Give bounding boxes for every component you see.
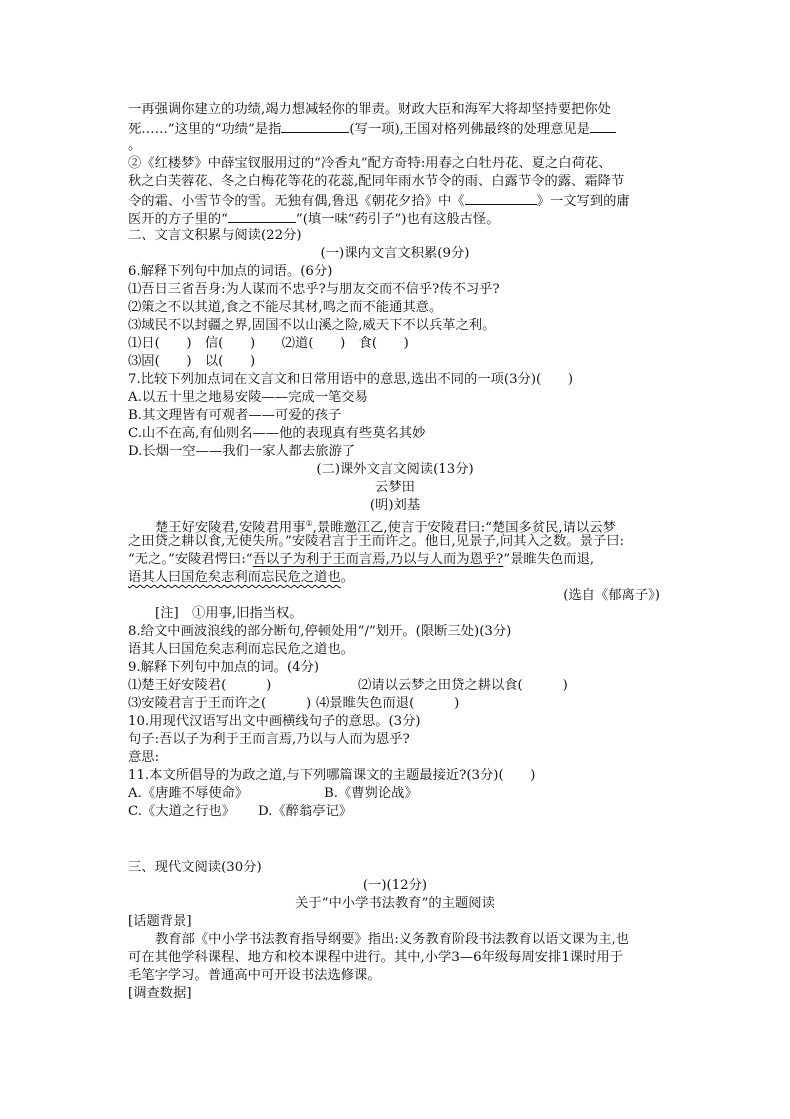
topic-paragraph [128, 949, 623, 967]
subsection-title [0, 877, 790, 895]
option-d[interactable] [128, 443, 355, 461]
text: [话题背景] [128, 914, 192, 929]
text: 二、文言文积累与阅读(22分) [128, 228, 302, 243]
text: 楚王好安陵君,安陵君用事 [155, 520, 306, 536]
text: 之田贷之耕以食,无使失所。”安陵君言于王而许之。他日,见景子,问其入之数。景子曰: [128, 534, 624, 549]
text: 语其人曰国危矣志利而忘民危之道也。 [128, 642, 355, 657]
text: 7.比较下列加点词在文言文和日常用语中的意思,选出不同的一项(3分)( ) [128, 372, 574, 387]
answer-blank[interactable] [228, 209, 296, 223]
topic-paragraph [128, 967, 381, 985]
option-a[interactable] [128, 389, 368, 407]
text: C.山不在高,有仙则名——他的表现真有些莫名其妙 [128, 426, 426, 441]
article-title [0, 479, 790, 497]
text: ”(填一味“药引子”)也有这般古怪。 [295, 212, 500, 227]
question-6-answers[interactable] [128, 335, 409, 353]
text: 》一文写到的庸 [536, 194, 630, 209]
article-paragraph [128, 551, 594, 569]
question-9-items[interactable] [128, 695, 459, 713]
question-10 [128, 713, 421, 731]
question-9-items[interactable] [128, 677, 568, 695]
text: [调查数据] [128, 986, 192, 1001]
text: (明)刘基 [369, 498, 421, 513]
question-10-sentence [128, 731, 410, 749]
text: ⑶安陵君言于王而许之( ) [128, 696, 312, 711]
question-9 [128, 659, 319, 677]
footnote-marker: ① [305, 519, 313, 528]
text: ⑵请以云梦之田贷之耕以食( ) [358, 678, 568, 693]
text: 一再强调你建立的功绩,竭力想减轻你的罪责。财政大臣和海军大将却坚持要把你处 [128, 102, 611, 117]
text: ”景睢失色而退, [503, 552, 595, 567]
text: ⑶域民不以封疆之界,固国不以山溪之险,威天下不以兵革之利。 [128, 318, 496, 333]
text: ,景睢邀江乙,使言于安陵君曰:“楚国多贫民,请以云梦 [312, 520, 616, 536]
text-line [128, 155, 611, 173]
text: 句子:吾以子为利于王而言焉,乃以与人而为恩乎? [128, 732, 410, 747]
question-6-item [128, 281, 500, 299]
question-6-item [128, 317, 495, 335]
text: 医开的方子里的“ [128, 212, 228, 227]
article-paragraph [128, 533, 624, 551]
text: ⑷景睢失色而退( ) [316, 696, 460, 711]
text: 6.解释下列句中加点的词语。(6分) [128, 264, 333, 279]
question-11 [128, 767, 535, 785]
article-paragraph [128, 569, 354, 587]
text: 死……”这里的“功绩”是指 [128, 122, 282, 137]
question-10-meaning[interactable] [128, 749, 159, 767]
text: 11.本文所倡导的为政之道,与下列哪篇课文的主题最接近?(3分)( ) [128, 768, 536, 783]
text-line [128, 119, 616, 139]
text: 9.解释下列句中加点的词。(4分) [128, 660, 320, 675]
text: “无之。”安陵君愕曰:“ [128, 552, 253, 567]
text: 秋之白芙蓉花、冬之白梅花等花的花蕊,配同年雨水节令的雨、白露节令的露、霜降节 [128, 174, 625, 189]
question-7 [128, 371, 573, 389]
option-c[interactable] [128, 425, 425, 443]
option-d[interactable]: D.《醉翁亭记》 [258, 804, 353, 819]
text: 。 [128, 138, 142, 153]
text: ⑴吾日三省吾身:为人谋而不忠乎?与朋友交而不信乎?传不习乎? [128, 282, 500, 297]
text: 意思: [128, 750, 160, 765]
question-8-text[interactable] [128, 641, 354, 659]
option-c[interactable]: C.《大道之行也》 [128, 804, 236, 819]
text: 可在其他学科课程、地方和校本课程中进行。其中,小学3—6年级每周安排1课时用于 [128, 950, 623, 965]
section-title [128, 227, 302, 245]
text-line [128, 191, 630, 211]
text: 教育部《中小学书法教育指导纲要》指出:义务教育阶段书法教育以语文课为主,也 [155, 932, 630, 947]
text: D.长烟一空——我们一家人都去旅游了 [128, 444, 356, 459]
text-line [128, 101, 611, 119]
text: (一)课内文言文积累(9分) [320, 246, 470, 261]
underlined-sentence: 吾以子为利于王而言焉,乃以与人而为恩乎? [252, 552, 504, 567]
subsection-title [0, 461, 790, 479]
text: ⑴楚王好安陵君( ) [128, 678, 272, 693]
question-11-options[interactable] [128, 785, 418, 803]
text: (二)课外文言文阅读(13分) [316, 462, 474, 477]
text: ⑵策之不以其道,食之不能尽其材,鸣之而不能通其意。 [128, 300, 443, 315]
text: 令的霜、小雪节令的雪。无独有偶,鲁迅《朝花夕拾》中《 [128, 194, 465, 209]
text: 关于“中小学书法教育”的主题阅读 [295, 896, 495, 911]
text-line [128, 137, 141, 155]
option-b[interactable] [128, 407, 341, 425]
text: ⑶固( ) 以( ) [128, 354, 256, 369]
text: ②《红楼梦》中薛宝钗服用过的“冷香丸”配方奇特:用春之白牡丹花、夏之白荷花、 [128, 156, 612, 171]
text: 8.给文中画波浪线的部分断句,停顿处用“/”划开。(限断三处)(3分) [128, 624, 512, 639]
option-a[interactable]: A.《唐雎不辱使命》 [128, 786, 249, 801]
topic-title [0, 895, 790, 913]
article-note [155, 605, 303, 623]
section-title [128, 859, 262, 877]
article-author [0, 497, 790, 515]
text-line [128, 173, 624, 191]
answer-blank[interactable] [465, 191, 537, 205]
answer-blank[interactable] [281, 119, 349, 133]
wavy-underlined-text: 语其人曰国危矣志利而忘民危之道也 [128, 570, 341, 585]
topic-paragraph [155, 931, 629, 949]
answer-blank[interactable] [590, 119, 616, 133]
survey-data-label [128, 985, 192, 1003]
text: (选自《郁离子》) [563, 588, 660, 603]
text: 毛笔字学习。普通高中可开设书法选修课。 [128, 968, 381, 983]
text: [注] ①用事,旧指当权。 [155, 606, 303, 621]
subsection-title [0, 245, 790, 263]
article-source [563, 587, 660, 605]
text: ⑴日( ) 信( ) ⑵道( ) 食( ) [128, 336, 409, 351]
text: 。 [340, 570, 355, 585]
question-6 [128, 263, 332, 281]
option-b[interactable]: B.《曹刿论战》 [324, 786, 418, 801]
text-line [128, 209, 500, 229]
text: (一)(12分) [362, 878, 428, 893]
text: 云梦田 [375, 480, 415, 495]
question-6-item [128, 299, 442, 317]
question-8 [128, 623, 511, 641]
text: 10.用现代汉语写出文中画横线句子的意思。(3分) [128, 714, 421, 729]
text: (写一项),王国对格列佛最终的处理意见是 [349, 122, 591, 137]
question-6-answers[interactable] [128, 353, 255, 371]
topic-background-label [128, 913, 192, 931]
text: A.以五十里之地易安陵——完成一笔交易 [128, 390, 368, 405]
text: B.其文理皆有可观者——可爱的孩子 [128, 408, 342, 423]
question-11-options[interactable] [128, 803, 352, 821]
text: 三、现代文阅读(30分) [128, 860, 262, 875]
